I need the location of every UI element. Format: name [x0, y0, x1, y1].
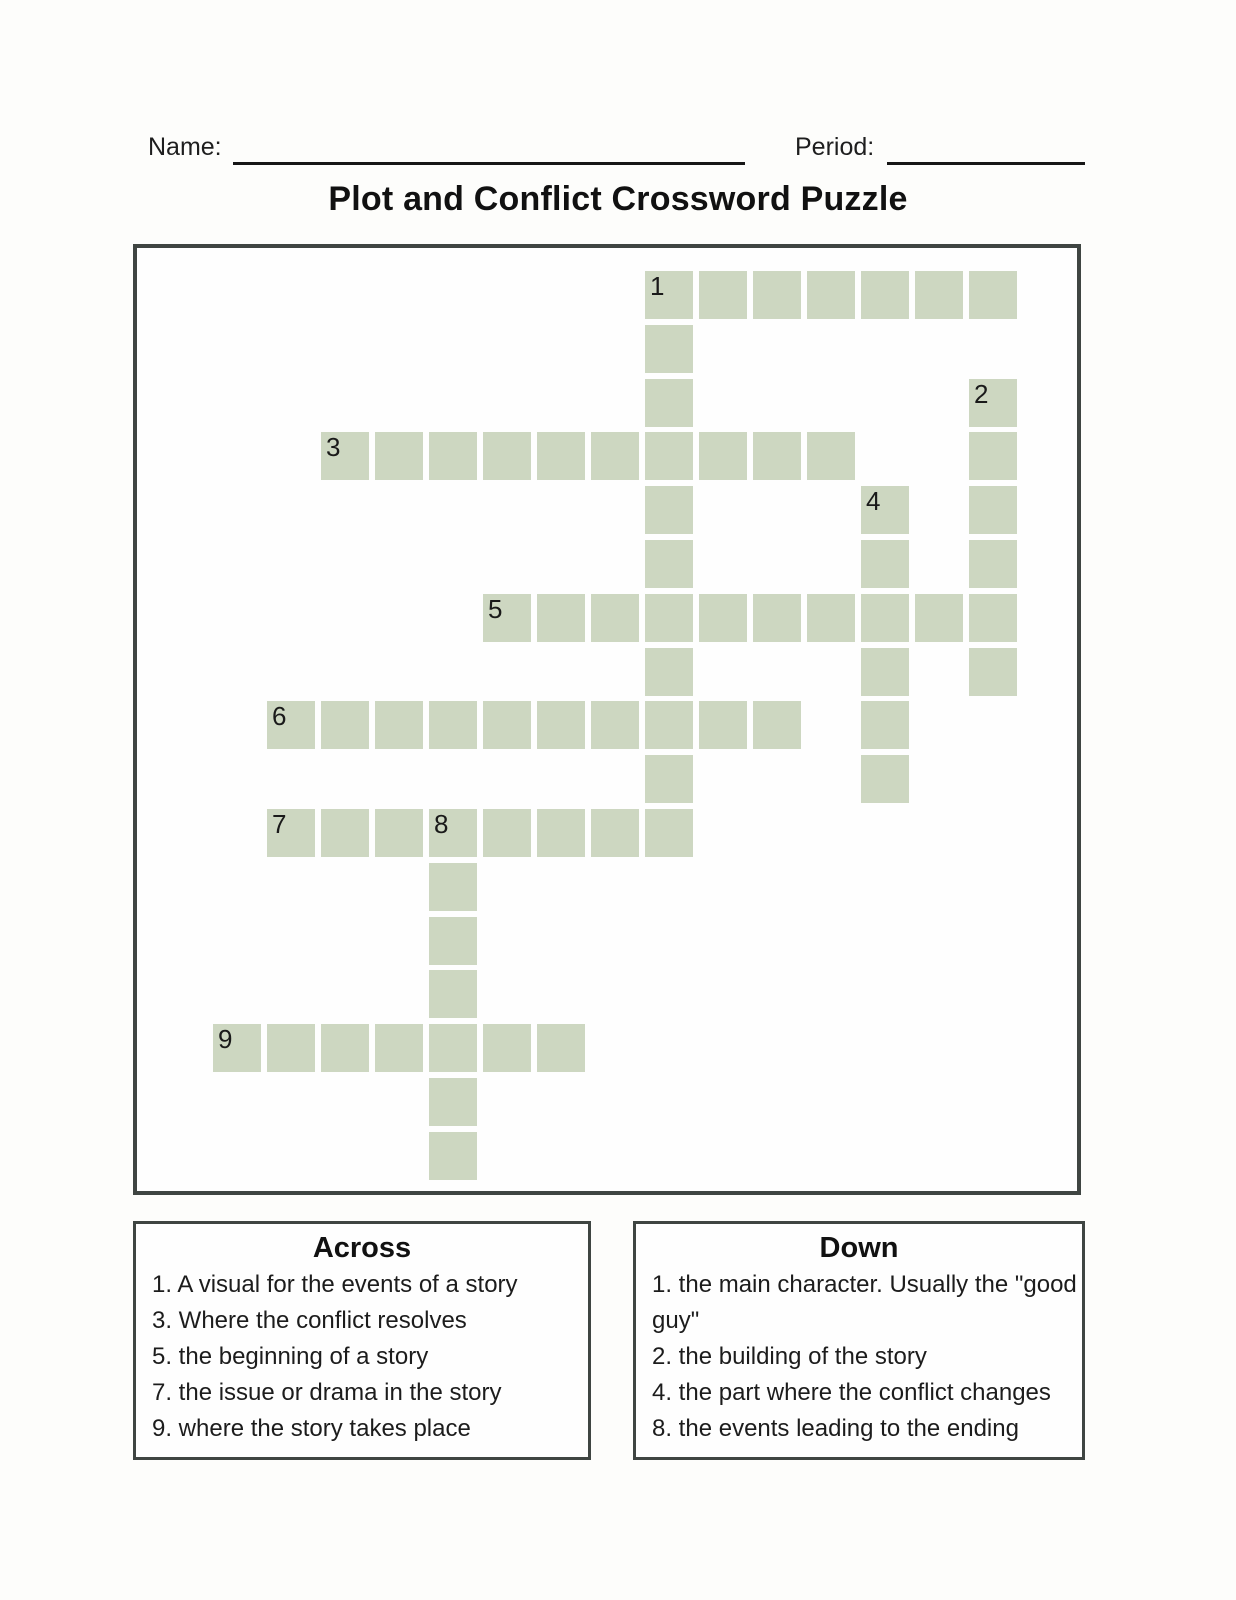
grid-cell[interactable]	[537, 701, 585, 749]
grid-cell[interactable]	[429, 701, 477, 749]
grid-cell[interactable]	[753, 594, 801, 642]
grid-cell[interactable]	[645, 379, 693, 427]
grid-cell[interactable]	[375, 1024, 423, 1072]
grid-cell[interactable]	[861, 540, 909, 588]
grid-cell[interactable]	[537, 432, 585, 480]
grid-cell[interactable]	[429, 432, 477, 480]
down-clue-2: 2. the building of the story	[652, 1343, 927, 1370]
period-label: Period:	[795, 133, 875, 161]
across-clue-1: 1. A visual for the events of a story	[152, 1271, 518, 1298]
grid-cell[interactable]	[375, 809, 423, 857]
grid-cell[interactable]	[915, 271, 963, 319]
clue-number: 8	[434, 809, 449, 839]
grid-cell[interactable]	[537, 1024, 585, 1072]
grid-cell[interactable]	[861, 594, 909, 642]
grid-cell[interactable]	[429, 863, 477, 911]
grid-cell[interactable]	[213, 1024, 261, 1072]
grid-cell[interactable]	[699, 271, 747, 319]
crossword-grid	[133, 244, 1081, 1195]
grid-cell[interactable]	[807, 594, 855, 642]
grid-cell[interactable]	[429, 917, 477, 965]
across-clue-3: 3. Where the conflict resolves	[152, 1307, 467, 1334]
grid-cell[interactable]	[753, 271, 801, 319]
grid-cell[interactable]	[321, 432, 369, 480]
grid-cell[interactable]	[591, 809, 639, 857]
down-clues-box	[633, 1221, 1085, 1460]
grid-cell[interactable]	[861, 648, 909, 696]
grid-cell[interactable]	[969, 648, 1017, 696]
grid-cell[interactable]	[483, 1024, 531, 1072]
grid-cell[interactable]	[429, 1132, 477, 1180]
across-clue-9: 9. where the story takes place	[152, 1415, 471, 1442]
grid-cell[interactable]	[375, 432, 423, 480]
grid-cell[interactable]	[807, 271, 855, 319]
grid-cell[interactable]	[699, 701, 747, 749]
name-input-line[interactable]	[233, 162, 745, 165]
grid-cell[interactable]	[321, 809, 369, 857]
grid-cell[interactable]	[645, 755, 693, 803]
grid-cell[interactable]	[969, 271, 1017, 319]
grid-cell[interactable]	[591, 594, 639, 642]
grid-cell[interactable]	[321, 701, 369, 749]
across-clues-box	[133, 1221, 591, 1460]
grid-cell[interactable]	[861, 701, 909, 749]
grid-cell[interactable]	[429, 970, 477, 1018]
grid-cell[interactable]	[267, 809, 315, 857]
down-clues-title: Down	[819, 1232, 899, 1264]
grid-cell[interactable]	[483, 809, 531, 857]
down-clue-8: 8. the events leading to the ending	[652, 1415, 1019, 1442]
clue-number: 3	[326, 432, 341, 462]
period-input-line[interactable]	[887, 162, 1085, 165]
grid-cell[interactable]	[645, 809, 693, 857]
grid-cell[interactable]	[537, 809, 585, 857]
clue-number: 4	[866, 486, 881, 516]
grid-cell[interactable]	[969, 594, 1017, 642]
grid-cell[interactable]	[375, 701, 423, 749]
clue-number: 5	[488, 594, 503, 624]
grid-cell[interactable]	[591, 432, 639, 480]
across-clue-7: 7. the issue or drama in the story	[152, 1379, 502, 1406]
down-clue-4: 4. the part where the conflict changes	[652, 1379, 1051, 1406]
clue-number: 1	[650, 271, 665, 301]
grid-cell[interactable]	[807, 432, 855, 480]
clue-number: 6	[272, 701, 287, 731]
grid-cell[interactable]	[429, 1078, 477, 1126]
grid-cell[interactable]	[969, 432, 1017, 480]
grid-cell[interactable]	[861, 271, 909, 319]
grid-cell[interactable]	[645, 271, 693, 319]
grid-cell[interactable]	[267, 1024, 315, 1072]
down-clue-1: 1. the main character. Usually the "good guy"	[652, 1271, 1077, 1334]
grid-cell[interactable]	[915, 594, 963, 642]
grid-cell[interactable]	[429, 1024, 477, 1072]
grid-cell[interactable]	[483, 594, 531, 642]
grid-cell[interactable]	[645, 594, 693, 642]
grid-cell[interactable]	[645, 486, 693, 534]
grid-cell[interactable]	[483, 701, 531, 749]
grid-cell[interactable]	[321, 1024, 369, 1072]
grid-cell[interactable]	[861, 486, 909, 534]
clue-number: 7	[272, 809, 287, 839]
grid-cell[interactable]	[861, 755, 909, 803]
grid-cell[interactable]	[645, 540, 693, 588]
grid-cell[interactable]	[591, 701, 639, 749]
grid-cell[interactable]	[645, 648, 693, 696]
clue-number: 2	[974, 379, 989, 409]
grid-cell[interactable]	[969, 540, 1017, 588]
grid-cell[interactable]	[969, 379, 1017, 427]
grid-cell[interactable]	[753, 432, 801, 480]
grid-cell[interactable]	[645, 432, 693, 480]
grid-cell[interactable]	[645, 325, 693, 373]
grid-cell[interactable]	[537, 594, 585, 642]
grid-cell[interactable]	[429, 809, 477, 857]
grid-cell[interactable]	[969, 486, 1017, 534]
grid-cell[interactable]	[699, 432, 747, 480]
name-label: Name:	[148, 133, 222, 161]
grid-cell[interactable]	[267, 701, 315, 749]
grid-cell[interactable]	[645, 701, 693, 749]
grid-cell[interactable]	[753, 701, 801, 749]
grid-cell[interactable]	[699, 594, 747, 642]
across-clue-5: 5. the beginning of a story	[152, 1343, 429, 1370]
grid-cell[interactable]	[483, 432, 531, 480]
page-title: Plot and Conflict Crossword Puzzle	[328, 180, 908, 218]
across-clues-title: Across	[312, 1232, 412, 1264]
clue-number: 9	[218, 1024, 233, 1054]
